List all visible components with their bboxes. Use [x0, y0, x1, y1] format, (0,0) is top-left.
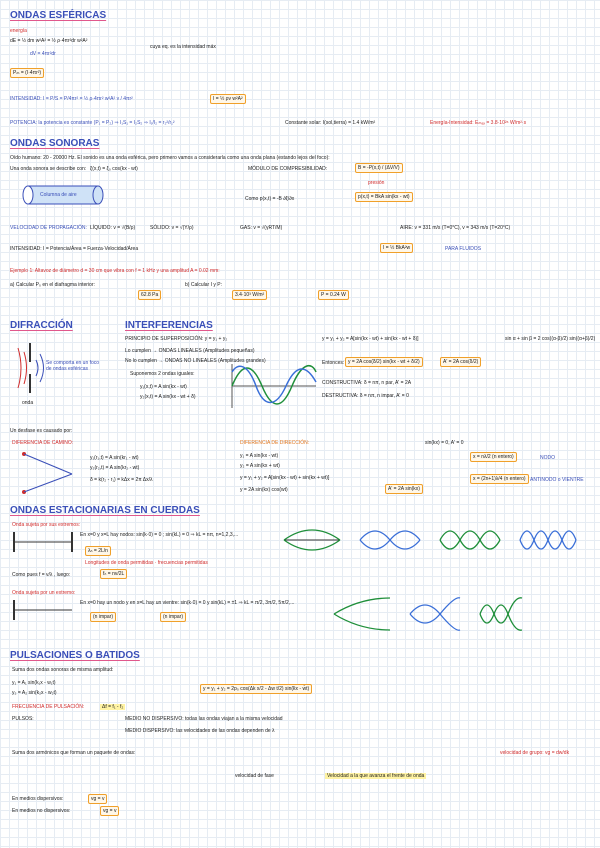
destructiva: DESTRUCTIVA: δ = nπ, n impar, A' = 0 — [322, 393, 409, 399]
velocidad-grupo: velocidad de grupo: vg = dw/dk — [500, 750, 570, 756]
liquido: LÍQUIDO: v = √(B/ρ) — [90, 225, 136, 231]
antinodo-tag: ANTINODO o VIENTRE — [530, 477, 584, 483]
standing-wave-modes-both — [280, 520, 590, 560]
energia-eq: dE = ½ dm w²A² = ½ ρ·4πr²dr w²A² — [10, 38, 88, 44]
vg-box: vg = v — [88, 794, 107, 804]
dc2: y₂(r₂,t) = A sin(kr₂ - wt) — [90, 465, 140, 471]
vg-box2: vg = v — [100, 806, 119, 816]
path-difference-diagram — [18, 448, 78, 498]
intensidad-max: cuya eq. es la intensidad máx — [150, 44, 216, 50]
pulsaciones-eq2: y₂ = A₂ sin(k₂x - w₂t) — [12, 690, 57, 696]
string-diagram-fixed — [12, 530, 74, 554]
calc2: b) Calcular I y P: — [185, 282, 222, 288]
difraccion-caption: Se comporta en un foco de ondas esféricas — [46, 360, 100, 372]
result2-box: 3.4·10³ W/m² — [232, 290, 267, 300]
medio-no-dispersivo: MEDIO NO DISPERSIVO: todas las ondas viajan a la misma velocidad — [125, 716, 283, 722]
velocidad-prop: VELOCIDAD DE PROPAGACIÓN: — [10, 225, 87, 231]
entonces-box: y = 2A cos(δ/2) sin(kx - wt + δ/2) — [345, 357, 423, 367]
solido: SÓLIDO: v = √(Y/ρ) — [150, 225, 194, 231]
frecuencia-pulsacion: FRECUENCIA DE PULSACIÓN: — [12, 704, 85, 710]
ue-text: En x=0 hay un nodo y en x=L hay un vientre: sin(k·0) = 0 y sin(kL) = ±1 ⇒ kL = π/2, 3π/2, 5π/2,... — [80, 600, 295, 606]
ejemplo: Ejemplo 1: Altavoz de diámetro d = 30 cm que vibra con f = 1 kHz y una amplitud A = 0.02 mm: — [10, 268, 220, 274]
amplitud-box: A' = 2A cos(δ/2) — [440, 357, 481, 367]
presion-box: p(x,t) = BkA sin(kx - wt) — [355, 192, 413, 202]
nodo-tag: NODO — [540, 455, 555, 461]
columna-label: Columna de aire — [40, 192, 77, 198]
suma-armonicos: Suma dos armónicos que forman un paquete de ondas: — [12, 750, 136, 756]
diferencia-direccion: DIFERENCIA DE DIRECCIÓN: — [240, 440, 310, 446]
principio: PRINCIPIO DE SUPERPOSICIÓN: y = y₁ + y₂ — [125, 336, 228, 342]
velocidad-envolvente: Velocidad a la que avanza el frente de onda — [327, 773, 425, 779]
fija-text: En x=0 y x=L hay nodos: sin(k·0) = 0 ; sin(kL) = 0 ⇒ kL = nπ, n=1,2,3,... — [80, 532, 239, 538]
result3-box: P = 0.24 W — [318, 290, 349, 300]
modulo-box: B = -P(x,t) / (ΔV/V) — [355, 163, 403, 173]
calc1: a) Calcular P₀ en el diafragma interior: — [10, 282, 95, 288]
dd-box: A' = 2A sin(kx) — [385, 484, 423, 494]
string-diagram-one-end — [12, 598, 74, 622]
difraccion-onda: onda — [22, 400, 34, 406]
ue-box2: (n impar) — [160, 612, 186, 622]
dc1: y₁(r₁,t) = A sin(kr₁ - wt) — [90, 455, 139, 461]
como-label: Como p(x,t) = -B ∂ξ/∂x — [245, 196, 295, 202]
intensidad-text: INTENSIDAD: I = P/S = P/4πr² = ½ ρ·4πr² w²A² v / 4πr² — [10, 96, 133, 102]
causado: Un desfase es causado por: — [10, 428, 73, 434]
fija-ambos: Onda sujeta por sus extremos: — [12, 522, 81, 528]
suma: y = y₁ + y₂ = A[sin(kx - wt) + sin(kx - wt + δ)] — [322, 336, 419, 342]
nodo-box: x = nλ/2 (n entero) — [470, 452, 517, 462]
sonoras-intro: Oído humano: 20 - 20000 Hz. El sonido es una onda esférica, pero primero vamos a considerarla como una onda plana (estando lejos del foco): — [10, 155, 330, 161]
longitudes: Longitudes de onda permitidas · frecuencias permitidas — [85, 560, 208, 566]
diferencia-camino: DIFERENCIA DE CAMINO: — [12, 440, 74, 446]
energia-label: energía — [10, 28, 27, 34]
modulo-label: MÓDULO DE COMPRESIBILIDAD: — [248, 166, 328, 172]
dd4: y = 2A sin(kx) cos(wt) — [240, 487, 288, 493]
pulsaciones-intro: Suma dos ondas sonoras de misma amplitud: — [12, 667, 114, 673]
ue-box1: (n impar) — [90, 612, 116, 622]
fn-box: fₙ = nv/2L — [100, 569, 127, 579]
suma2: sin α + sin β = 2 cos((α-β)/2) sin((α+β)/2) — [505, 336, 596, 342]
y1: y₁(x,t) = A sin(kx - wt) — [140, 384, 187, 390]
result1-box: 62.8 Pa — [138, 290, 161, 300]
intensidad2: INTENSIDAD: I = Potencia/Área = Fuerza·Velocidad/Área — [10, 246, 139, 252]
desplazamiento: ξ(x,t) = ξ₀ cos(kx - wt) — [90, 166, 138, 172]
velocidad-fase: velocidad de fase — [235, 773, 274, 779]
presion-label: presión — [368, 180, 385, 186]
para-fluidos: PARA FLUIDOS — [445, 246, 482, 252]
title-ondas-sonoras: ONDAS SONORAS — [10, 138, 100, 149]
dd1: y₁ = A sin(kx - wt) — [240, 453, 279, 459]
medio-dispersivo: MEDIO DISPERSIVO: las velocidades de las ondas dependen de λ — [125, 728, 275, 734]
un-extremo: Onda sujeta por un extremo: — [12, 590, 76, 596]
potencia-box: Pₘ = (I·4πr²) — [10, 68, 44, 78]
potencia-text: POTENCIA: la potencia es constante (P₁ = P₂) ⇒ I₁S₁ = I₂S₂ ⇒ I₁/I₂ = r₂²/r₁² — [10, 120, 175, 126]
aire: AIRE: v = 331 m/s (T=0°C), v = 343 m/s (T=20°C) — [400, 225, 511, 231]
nodo-label: sin(kx) = 0, A' = 0 — [425, 440, 464, 446]
pulsos: PULSOS: — [12, 716, 34, 722]
entonces: Entonces: — [322, 360, 345, 366]
y2: y₂(x,t) = A sin(kx - wt + δ) — [140, 394, 196, 400]
interference-wave-plot — [228, 362, 318, 410]
diffraction-diagram — [10, 338, 50, 398]
vientre-box: x = (2n+1)λ/4 (n entero) — [470, 474, 529, 484]
dd2: y₂ = A sin(kx + wt) — [240, 463, 280, 469]
energia-intensidad: Energía-Intensidad: Eₘₐₓ = 3.8·10²⁶ W/m²·s — [430, 120, 527, 126]
cumplen: Lo cumplen → ONDAS LINEALES (Amplitudes pequeñas) — [125, 348, 255, 354]
una-onda: Una onda sonora se describe con: — [10, 166, 87, 172]
suponemos: Suponemos 2 ondas iguales: — [130, 371, 195, 377]
intensidad2-box: I = ½ BkA²w — [380, 243, 413, 253]
dc3: δ = k(r₂ - r₁) = kΔx = 2π Δx/λ — [90, 477, 153, 483]
title-estacionarias: ONDAS ESTACIONARIAS EN CUERDAS — [10, 505, 200, 516]
medios-no-dispersivos: En medios no dispersivos: — [12, 808, 71, 814]
constante-solar: Constante solar: I(sol,tierra) = 1.4 kW/m² — [285, 120, 376, 126]
standing-wave-modes-one-end — [330, 594, 530, 634]
title-pulsaciones: PULSACIONES O BATIDOS — [10, 650, 140, 661]
title-interferencias: INTERFERENCIAS — [125, 320, 213, 331]
title-difraccion: DIFRACCIÓN — [10, 320, 73, 331]
intensidad-box: I = ½ ρv w²A² — [210, 94, 246, 104]
dv-label: dV = 4πr²dr — [30, 51, 56, 57]
pulsaciones-eq1: y₁ = A₁ sin(k₁x - w₁t) — [12, 680, 56, 686]
no-cumplen: No lo cumplen → ONDAS NO LINEALES (Amplitudes grandes) — [125, 358, 266, 364]
fp-box: Δf = f₁ - f₂ — [102, 704, 124, 710]
pulsaciones-result: y = y₁ + y₂ = 2p₀ cos(Δk x/2 - Δw t/2) sin(k̄x - w̄t) — [200, 684, 312, 694]
constructiva: CONSTRUCTIVA: δ = nπ, n par, A' = 2A — [322, 380, 412, 386]
no-dispersivos: En medios dispersivos: — [12, 796, 64, 802]
title-ondas-esfericas: ONDAS ESFÉRICAS — [10, 10, 107, 21]
gas: GAS: v = √(γRT/M) — [240, 225, 283, 231]
fn-text: Como pues f = v/λ , luego: — [12, 572, 71, 578]
dd3: y = y₁ + y₂ = A[sin(kx - wt) + sin(kx + wt)] — [240, 475, 330, 481]
lambda-box: λₙ = 2L/n — [85, 546, 111, 556]
